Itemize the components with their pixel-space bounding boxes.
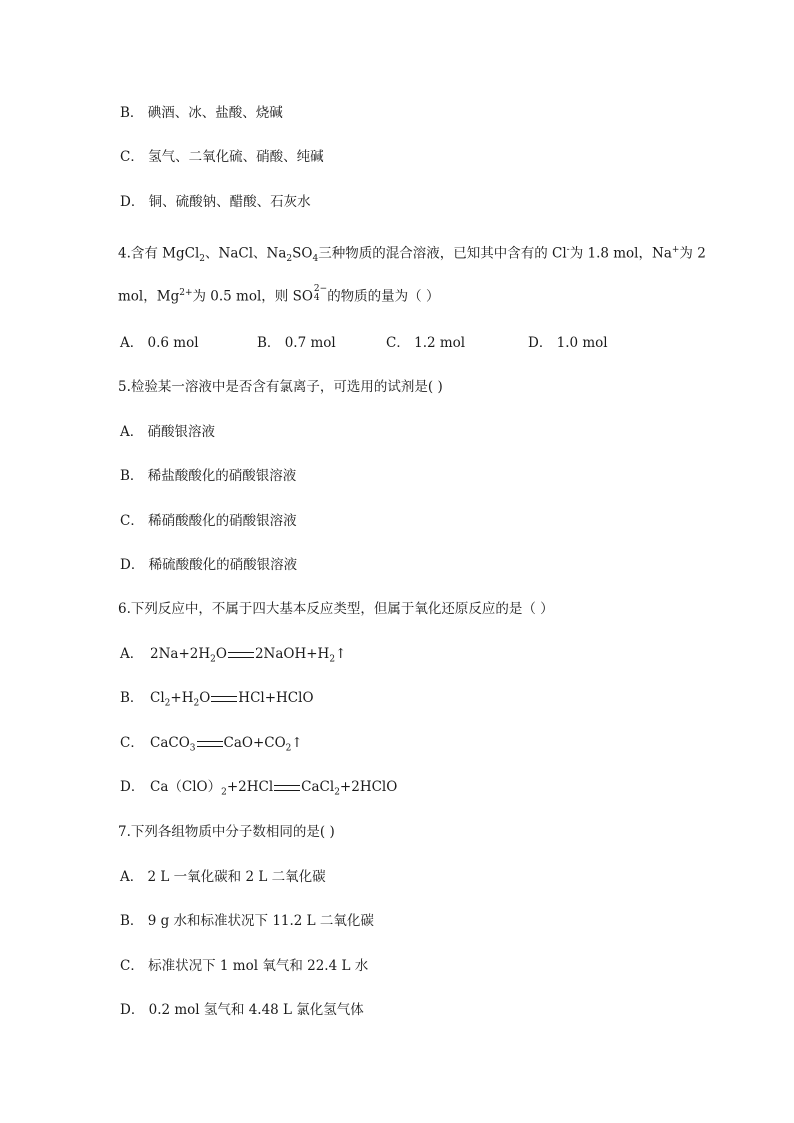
q4-option-b: B． 0.7 mol (257, 335, 336, 351)
q7-option-b: B． 9 g 水和标准状况下 11.2 L 二氧化碳 (120, 913, 374, 929)
q4-stem-line2: mol，$Mg^{2+}$为 0.5 mol，则 SO 2− 4 的物质的量为（ ） (118, 283, 440, 305)
equals-sign (197, 741, 223, 747)
q5-option-d: D． 稀硫酸酸化的硝酸银溶液 (120, 557, 298, 573)
q3-option-b: B． 碘酒、冰、盐酸、烧碱 (120, 105, 283, 121)
q5-option-a: A． 硝酸银溶液 (120, 424, 216, 440)
q6-stem: 6.下列反应中，不属于四大基本反应类型，但属于氧化还原反应的是（ ） (118, 601, 554, 617)
q7-option-c: C． 标准状况下 1 mol 氧气和 22.4 L 水 (120, 958, 369, 974)
q4-option-d: D． 1.0 mol (528, 335, 608, 351)
q6-option-a: A． $2Na+2H_2O$ $2NaOH+H_2↑$ (120, 646, 347, 665)
q7-stem: 7.下列各组物质中分子数相同的是( ) (118, 824, 335, 840)
q5-option-c: C． 稀硝酸酸化的硝酸银溶液 (120, 513, 297, 529)
q4-stem-line1: 4.含有 MgCl$_2$、NaCl、$Na_2SO_4$三种物质的混合溶液，已知其中含有的 Cl-为 1.8 mol，Na+为 2 (118, 245, 706, 265)
q5-option-b: B． 稀盐酸酸化的硝酸银溶液 (120, 468, 297, 484)
sulfate-ion-charge: 2− 4 (313, 283, 328, 303)
q3-option-c: C． 氢气、二氧化硫、硝酸、纯碱 (120, 149, 324, 165)
q6-option-b: B． $Cl_2+H_2O$ HCl+HClO (120, 690, 314, 709)
q4-option-a: A． 0.6 mol (120, 335, 199, 351)
q7-option-d: D． 0.2 mol 氢气和 4.48 L 氯化氢气体 (120, 1002, 364, 1018)
q6-option-c: C． CaCO$_3$ $CaO+CO_2↑$ (120, 735, 303, 754)
equals-sign (274, 785, 300, 791)
q3-option-d: D． 铜、硫酸钠、醋酸、石灰水 (120, 194, 311, 210)
q7-option-a: A． 2 L 一氧化碳和 2 L 二氧化碳 (120, 869, 326, 885)
q6-option-d: D． $Ca(ClO)_2+2HCl$ CaCl$_2$+2HClO (120, 779, 398, 798)
equals-sign (228, 652, 254, 658)
equals-sign (211, 696, 237, 702)
q4-option-c: C． 1.2 mol (386, 335, 466, 351)
q5-stem: 5.检验某一溶液中是否含有氯离子，可选用的试剂是( ) (118, 379, 443, 395)
